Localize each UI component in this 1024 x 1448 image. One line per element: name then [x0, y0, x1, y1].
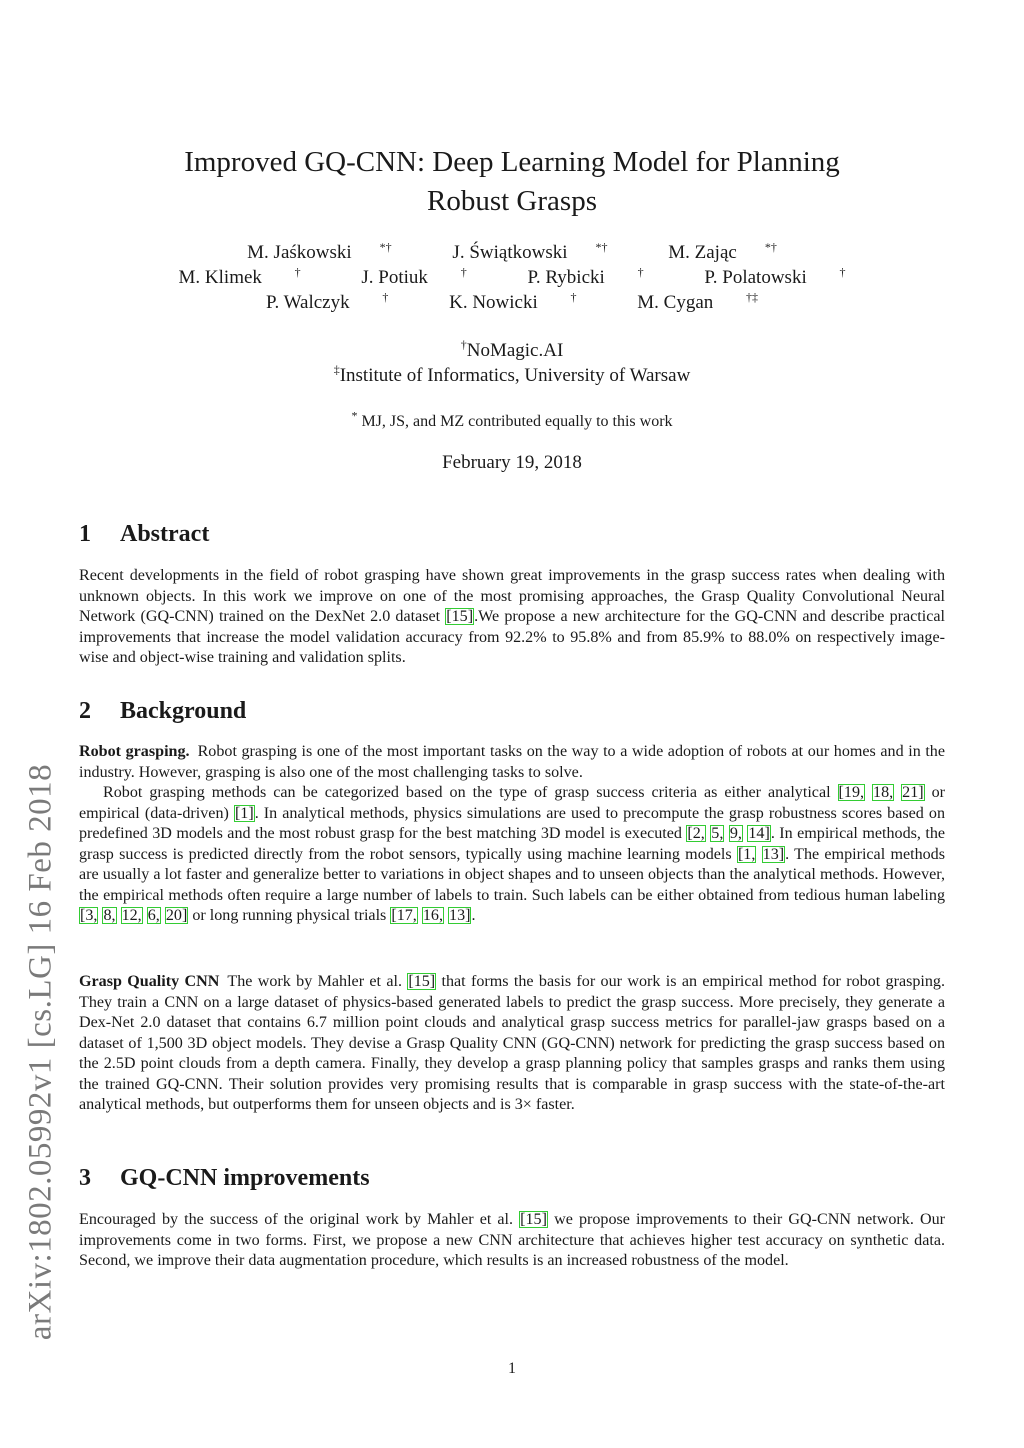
citation-link[interactable]: [17,: [391, 907, 417, 924]
page-number: 1: [508, 1360, 516, 1377]
citation-link[interactable]: [3,: [80, 907, 98, 924]
author: K. Nowicki †: [449, 289, 577, 313]
background-paragraph: Robot grasping. Robot grasping is one of the most important tasks on the way to a wide adoption of robots at our homes and in the industry. However, grasping is also one of the most challenging tasks to solve. Robot grasping methods can be categorized based on the type of grasp success criteria as either analytical [19, 18, 21] or empirical (data-driven) [1]. In analytical methods, physics simulations are used to precompute the grasp robustness scores based on predefined 3D models and the most robust grasp for the best matching 3D model is executed [2, 5, 9, 14]. In empirical methods, the grasp success is predicted directly from the robot sensors, typically using machine learning models [1, 13]. The empirical methods are usually a lot faster and generalize better to variations in object shapes and to unseen objects than the analytical methods. However, the empirical methods often require a large number of labels to train. Such labels can be either obtained from tedious human labeling [3, 8, 12, 6, 20] or long running physical trials [17, 16, 13].: [79, 743, 946, 924]
author: M. Cygan †‡: [637, 289, 758, 313]
improvements-paragraph: Encouraged by the success of the original work by Mahler et al. [15] we propose improvements to their GQ-CNN network. Our improvements come in two forms. First, we propose a new CNN architecture that achieves higher test accuracy on synthetic data. Second, we improve their data augmentation procedure, which results is an increased robustness of the model.: [79, 1211, 945, 1269]
citation-link[interactable]: 5,: [711, 825, 724, 842]
citation-link[interactable]: 13]: [449, 907, 471, 924]
section-heading-abstract: 1 Abstract: [79, 521, 210, 547]
author: J. Potiuk †: [361, 264, 467, 288]
citation-link[interactable]: [19,: [838, 784, 865, 801]
citation-link[interactable]: 6,: [147, 907, 160, 924]
citation-link[interactable]: 12,: [121, 907, 142, 924]
citation-link[interactable]: [15]: [520, 1211, 547, 1228]
author: J. Świątkowski *†: [452, 239, 608, 263]
title-line-2: Robust Grasps: [427, 185, 597, 217]
author-row-2: [100, 265, 924, 290]
citation-link[interactable]: [15]: [408, 973, 436, 990]
affiliation: ‡Institute of Informatics, University of Warsaw: [333, 362, 691, 386]
citation-link[interactable]: 20]: [165, 907, 188, 924]
citation-link[interactable]: 9,: [729, 825, 742, 842]
equal-contribution-note: * MJ, JS, and MZ contributed equally to this work: [351, 408, 673, 430]
citation-link[interactable]: 18,: [873, 784, 894, 801]
author: P. Rybicki †: [527, 264, 644, 288]
citation-link[interactable]: [2,: [687, 825, 705, 842]
title-line-1: Improved GQ-CNN: Deep Learning Model for Planning: [184, 146, 840, 178]
section-heading-improvements: 3 GQ-CNN improvements: [79, 1165, 370, 1191]
author: P. Walczyk †: [265, 289, 389, 313]
citation-link[interactable]: 21]: [902, 784, 924, 801]
author: M. Zając *†: [668, 239, 777, 263]
citation-link[interactable]: 8,: [103, 907, 116, 924]
citation-link[interactable]: 14]: [748, 825, 770, 842]
abstract-paragraph: Recent developments in the field of robot grasping have shown great improvements in the grasp success rates when dealing with unknown objects. In this work we improve on one of the most promising approaches, the Grasp Quality Convolutional Neural Network (GQ-CNN) trained on the DexNet 2.0 dataset [15].We propose a new architecture for the GQ-CNN and describe practical improvements that increase the model validation accuracy from 92.2% to 95.8% and from 85.9% to 88.0% on respectively image-wise and object-wise training and validation splits.: [79, 567, 945, 666]
author-row-3: [100, 290, 924, 315]
citation-link[interactable]: [1]: [234, 804, 254, 822]
affiliation: †NoMagic.AI: [460, 337, 564, 361]
author: P. Polatowski †: [704, 264, 846, 288]
affiliations: [100, 338, 924, 388]
paper-date: February 19, 2018: [442, 452, 582, 473]
section-heading-background: 2 Background: [79, 698, 247, 724]
arxiv-identifier: arXiv:1802.05992v1 [cs.LG] 16 Feb 2018: [22, 763, 59, 1341]
citation-link[interactable]: [15]: [446, 608, 474, 625]
citation-link[interactable]: 16,: [422, 907, 443, 924]
citation-link[interactable]: [1,: [737, 845, 756, 863]
author: M. Jaśkowski *†: [247, 239, 392, 263]
author-row-1: [100, 240, 924, 265]
author-list: [100, 240, 924, 315]
paper-title: [100, 143, 924, 221]
arxiv-sidebar: [17, 452, 65, 1341]
gqcnn-paragraph: Grasp Quality CNN The work by Mahler et al. [15] that forms the basis for our work is an empirical method for robot grasping. They train a CNN on a large dataset of physics-based generated labels to predict the grasp success. More precisely, they generate a Dex-Net 2.0 dataset that contains 6.7 million point clouds and analytical grasp success metrics for parallel-jaw grasps based on a dataset of 1,500 3D object models. They devise a Grasp Quality CNN (GQ-CNN) network for predicting the grasp success based on the 2.5D point clouds from a depth camera. Finally, they develop a grasp planning policy that samples grasps and ranks them using the trained GQ-CNN. Their solution provides very promising results that is comparable in grasp success with the state-of-the-art analytical methods, but outperforms them for unseen objects and is 3× faster.: [79, 973, 945, 1113]
citation-link[interactable]: 13]: [762, 845, 785, 863]
author: M. Klimek †: [178, 264, 301, 288]
